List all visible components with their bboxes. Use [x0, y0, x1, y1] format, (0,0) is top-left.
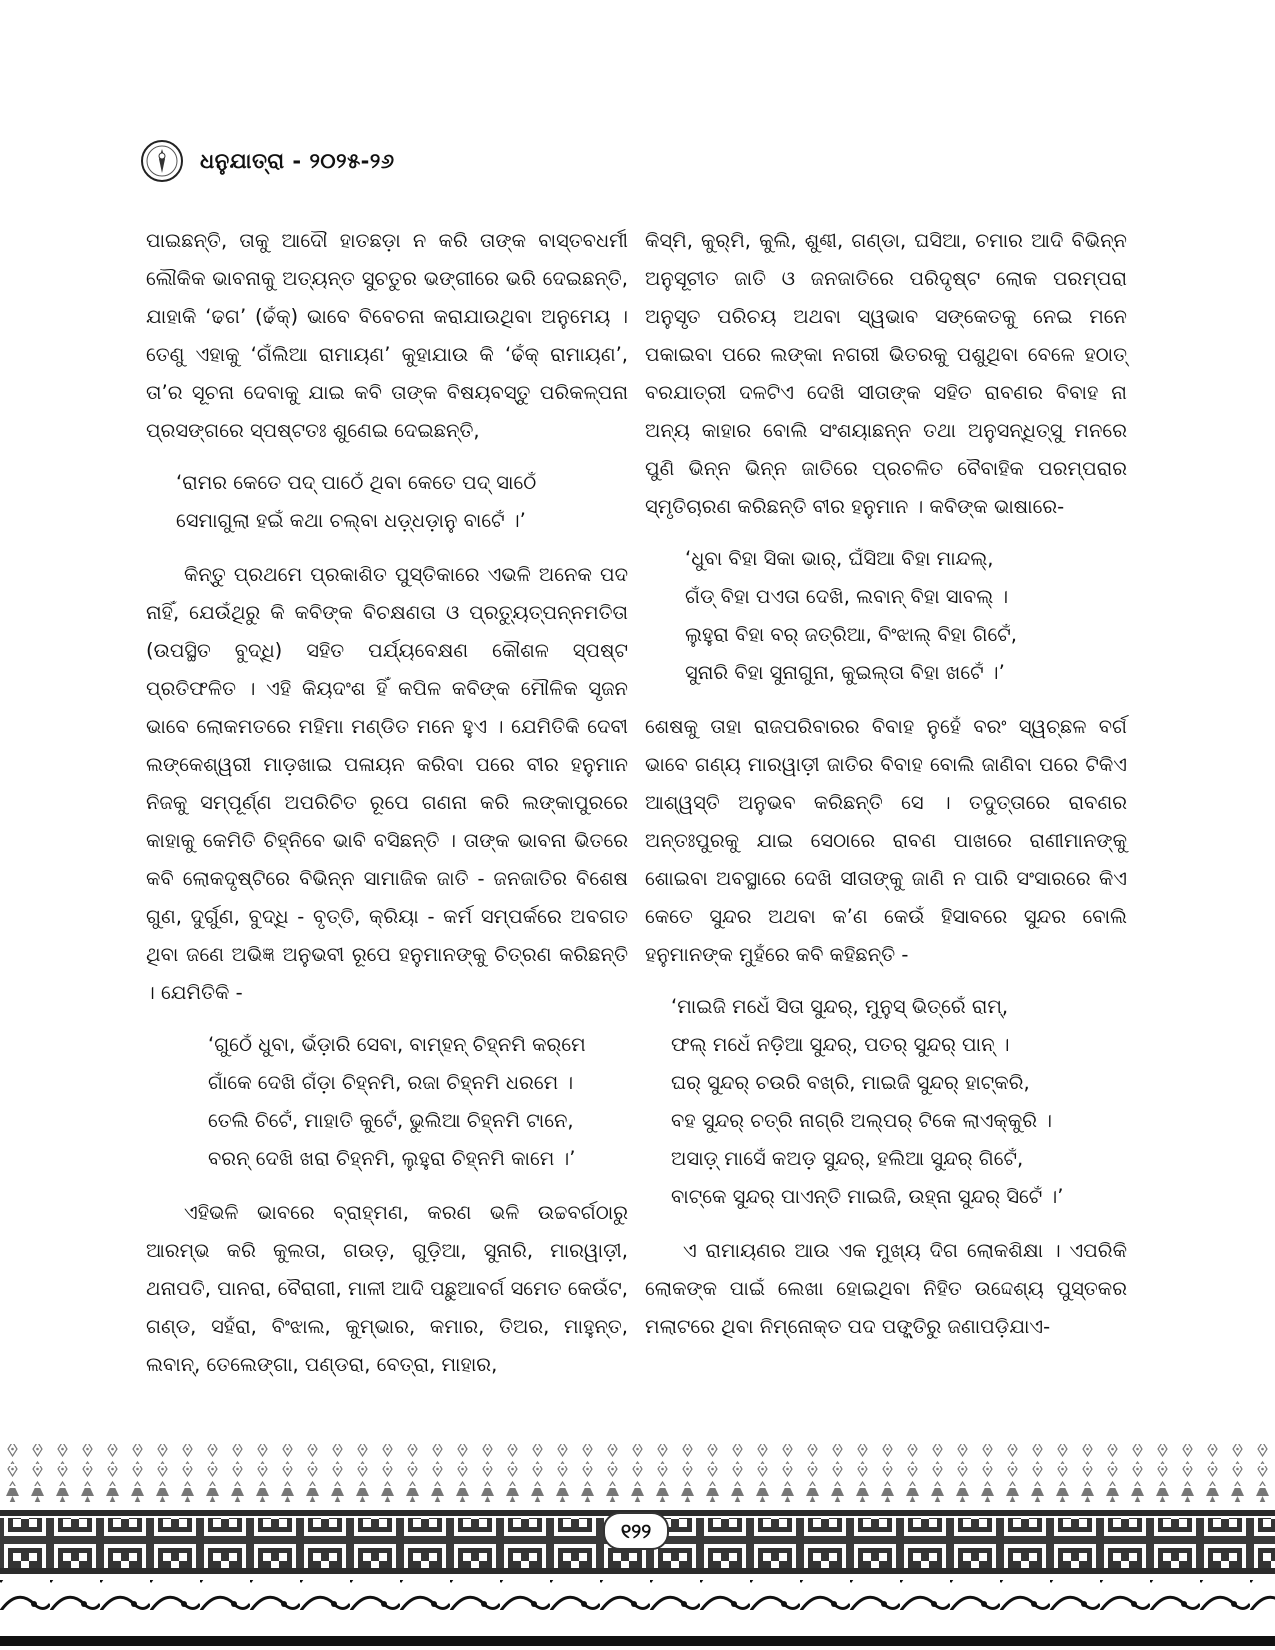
page-header — [140, 136, 395, 186]
verse-line: ଫଲ୍ ମଧେଁ ନଡ଼ିଆ ସୁନ୍ଦର୍, ପତର୍ ସୁନ୍ଦର୍ ପାନ୍ । — [671, 1033, 1010, 1056]
verse-block — [645, 988, 1127, 1216]
verse-line: ‘ମାଇଜି ମଧେଁ ସିତା ସୁନ୍ଦର୍, ମୁନୁସ୍ ଭିତ୍‌ରେଁ ରାମ୍, — [671, 995, 1009, 1018]
paragraph: ଶେଷକୁ ତାହା ରାଜପରିବାରର ବିବାହ ନୁହେଁ ବରଂ ସ୍ୱଚ୍ଛଳ ବର୍ଗ ଭାବେ ଗଣ୍ୟ ମାରୱାଡ଼ୀ ଜାତିର ବିବାହ ବୋଲି ଜାଣିବା ପରେ ଟିକିଏ ଆଶ୍ୱସ୍ତି ଅନୁଭବ କରିଛନ୍ତି ସେ । ତଦୁତ୍ତାରେ ରାବଣର ଅନ୍ତଃପୁରକୁ ଯାଇ ସେଠାରେ ରାବଣ ପାଖରେ ରାଣୀମାନଙ୍କୁ ଶୋଇବା ଅବସ୍ଥାରେ ଦେଖି ସୀତାଙ୍କୁ ଜାଣି ନ ପାରି ସଂସାରରେ କିଏ କେତେ ସୁନ୍ଦର ଅଥବା କ’ଣ କେଉଁ ହିସାବରେ ସୁନ୍ଦର ବୋଲି ହନୁମାନଙ୍କ ମୁହଁରେ କବି କହିଛନ୍ତି - — [645, 715, 1127, 966]
verse-line: ଲୁହୁରା ବିହା ବର୍ ଜତ୍‌ରିଆ, ବିଂଝାଲ୍ ବିହା ଗିଟେଁ, — [685, 623, 1017, 646]
verse-line: ଘର୍ ସୁନ୍ଦର୍ ଚଉରି ବଖ୍‌ରି, ମାଇଜି ସୁନ୍ଦର୍ ହାଟ୍‌କରି, — [671, 1071, 1030, 1094]
magazine-title: ଧନୁଯାତ୍ରା - ୨୦୨୫-୨୬ — [200, 148, 395, 173]
paragraph: କିସ୍‌ମି, କୁର୍‌ମି, କୁଲି, ଶୁଣ୍ଢୀ, ଗଣ୍ଡା, ଘସିଆ, ଚମାର ଆଦି ବିଭିନ୍ନ ଅନୁସୂଚୀତ ଜାତି ଓ ଜନଜାତିରେ ପରିଦୃଷ୍ଟ ଲୋକ ପରମ୍ପରା ଅନୁସୃତ ପରିଚୟ ଅଥବା ସ୍ୱଭାବ ସଙ୍କେତକୁ ନେଇ ମନେ ପକାଇବା ପରେ ଲଙ୍କା ନଗରୀ ଭିତରକୁ ପଶୁଥିବା ବେଳେ ହଠାତ୍ ବରଯାତ୍ରୀ ଦଳଟିଏ ଦେଖି ସୀତାଙ୍କ ସହିତ ରାବଣର ବିବାହ ନା ଅନ୍ୟ କାହାର ବୋଲି ସଂଶୟାଛନ୍ନ ତଥା ଅନୁସନ୍ଧିତ୍ସୁ ମନରେ ପୁଣି ଭିନ୍ନ ଭିନ୍ନ ଜାତିରେ ପ୍ରଚଳିତ ବୈବାହିକ ପରମ୍ପରାର ସ୍ମୃତିଚାରଣ କରିଛନ୍ତି ବୀର ହନୁମାନ । କବିଙ୍କ ଭାଷାରେ- — [645, 229, 1127, 518]
verse-line: ସେମାଗୁଲା ହଇଁ କଥା ଚଲ୍‌ବା ଧଡ଼୍‌ଧଡ଼ାନୁ ବାଟେଁ ।’ — [176, 509, 526, 532]
paragraph: ଏ ରାମାୟଣର ଆଉ ଏକ ମୁଖ୍ୟ ଦିଗ ଲୋକଶିକ୍ଷା । ଏପରିକି ଲୋକଙ୍କ ପାଇଁ ଲେଖା ହୋଇଥିବା ନିହିତ ଉଦ୍ଦେଶ୍ୟ ପୁସ୍ତକର ମଲାଟରେ ଥିବା ନିମ୍ନୋକ୍ତ ପଦ ପଙ୍କ୍ତିରୁ ଜଣାପଡ଼ିଯାଏ- — [645, 1239, 1127, 1338]
verse-line: ‘ଗୁଠେଁ ଧୁବା, ଭଁଡ଼ାରି ସେବା, ବାମ୍ହନ୍ ଚିହ୍ନମି କର୍‌ମେ — [208, 1033, 586, 1056]
verse-line: ବାଟ୍‌କେ ସୁନ୍ଦର୍ ପାଏନ୍ତି ମାଇଜି, ଉହ୍ନା ସୁନ୍ଦର୍ ସିଟେଁ ।’ — [671, 1185, 1064, 1208]
paragraph: କିନ୍ତୁ ପ୍ରଥମେ ପ୍ରକାଶିତ ପୁସ୍ତିକାରେ ଏଭଳି ଅନେକ ପଦ ନାହିଁ, ଯେଉଁଥିରୁ କି କବିଙ୍କ ବିଚକ୍ଷଣତା ଓ ପ୍ରତ୍ୟୁତ୍ପନ୍ନମତିତା (ଉପସ୍ଥିତ ବୁଦ୍ଧି) ସହିତ ପର୍ଯ୍ୟବେକ୍ଷଣ କୌଶଳ ସ୍ପଷ୍ଟ ପ୍ରତିଫଳିତ । ଏହି କିୟଦଂଶ ହିଁ କପିଳ କବିଙ୍କ ମୌଳିକ ସୃଜନ ଭାବେ ଲୋକମତରେ ମହିମା ମଣ୍ଡିତ ମନେ ହୁଏ । ଯେମିତିକି ଦେବୀ ଲଙ୍କେଶ୍ୱରୀ ମାଡ଼ଖାଇ ପଳାୟନ କରିବା ପରେ ବୀର ହନୁମାନ ନିଜକୁ ସମ୍ପୂର୍ଣ୍ଣ ଅପରିଚିତ ରୂପେ ଗଣନା କରି ଲଙ୍କାପୁରରେ କାହାକୁ କେମିତି ଚିହ୍ନିବେ ଭାବି ବସିଛନ୍ତି । ତାଙ୍କ ଭାବନା ଭିତରେ କବି ଲୋକଦୃଷ୍ଟିରେ ବିଭିନ୍ନ ସାମାଜିକ ଜାତି - ଜନଜାତିର ବିଶେଷ ଗୁଣ, ଦୁର୍ଗୁଣ, ବୁଦ୍ଧି - ବୃତ୍ତି, କ୍ରିୟା - କର୍ମ ସମ୍ପର୍କରେ ଅବଗତ ଥିବା ଜଣେ ଅଭିଜ୍ଞ ଅନୁଭବୀ ରୂପେ ହନୁମାନଙ୍କୁ ଚିତ୍ରଣ କରିଛନ୍ତି । ଯେମିତିକି - — [146, 563, 628, 1004]
emblem-logo — [140, 139, 184, 183]
right-column — [645, 222, 1127, 1360]
verse-line: ବହ ସୁନ୍ଦର୍ ଚତ୍‌ରି ନାଗ୍‌ରି ଅଲ୍‌ପର୍ ଟିକେ ଲାଏକ୍‌କୁରି । — [671, 1109, 1053, 1132]
verse-block — [146, 464, 628, 540]
page-number: ୧୨୨ — [603, 1512, 669, 1550]
verse-line: ବରନ୍ ଦେଖି ଖରା ଚିହ୍ନମି, ଲୁହୁରା ଚିହ୍ନମି କାମେ ।’ — [208, 1147, 576, 1170]
verse-line: ‘ରାମର କେତେ ପଦ୍ ପାଠେଁ ଥିବା କେତେ ପଦ୍ ସାଠେଁ — [176, 471, 537, 494]
verse-block — [146, 1026, 628, 1178]
verse-line: ‘ଧୁବା ବିହା ସିକା ଭାର୍, ଘଁସିଆ ବିହା ମାନ୍ଦଲ୍, — [685, 547, 994, 570]
verse-line: ଅସାଡ଼୍ ମାସେଁ କଅଡ଼ ସୁନ୍ଦର୍, ହଲିଆ ସୁନ୍ଦର୍ ଗିଟେଁ, — [671, 1147, 1024, 1170]
paragraph: ପାଇଛନ୍ତି, ତାକୁ ଆଦୌ ହାତଛଡ଼ା ନ କରି ତାଙ୍କ ବାସ୍ତବଧର୍ମୀ ଲୌକିକ ଭାବନାକୁ ଅତ୍ୟନ୍ତ ସୁଚତୁର ଭଙ୍ଗୀରେ ଭରି ଦେଇଛନ୍ତି, ଯାହାକି ‘ଢଗ’ (ଢଁକ୍) ଭାବେ ବିବେଚନା କରାଯାଉଥିବା ଅନୁମେୟ । ତେଣୁ ଏହାକୁ ‘ଗଁଲିଆ ରାମାୟଣ’ କୁହାଯାଉ କି ‘ଢଁକ୍ ରାମାୟଣ’, ତା’ର ସୂଚନା ଦେବାକୁ ଯାଇ କବି ତାଙ୍କ ବିଷୟବସ୍ତୁ ପରିକଳ୍ପନା ପ୍ରସଙ୍ଗରେ ସ୍ପଷ୍ଟତଃ ଶୁଣେଇ ଦେଇଛନ୍ତି, — [146, 229, 628, 442]
left-column — [146, 222, 628, 1398]
verse-line: ଗାଁକେ ଦେଖି ଗଁଡ଼ା ଚିହ୍ନମି, ରଜା ଚିହ୍ନମି ଧରମେ । — [208, 1071, 574, 1094]
verse-line: ତେଲି ଚିଟେଁ, ମାହାତି କୁଟେଁ, ଭୁଲିଆ ଚିହ୍ନମି ଟାନେ, — [208, 1109, 574, 1132]
verse-line: ଗଁଡ୍ ବିହା ପଏତା ଦେଖି, ଲବାନ୍ ବିହା ସାବଲ୍ । — [685, 585, 1009, 608]
verse-block — [645, 540, 1127, 692]
verse-line: ସୁନାରି ବିହା ସୁନାଗୁନା, କୁଇଲ୍‌ତା ବିହା ଖଟେଁ ।’ — [685, 661, 1005, 684]
paragraph: ଏହିଭଳି ଭାବରେ ବ୍ରାହ୍ମଣ, କରଣ ଭଳି ଉଚ୍ଚବର୍ଗଠାରୁ ଆରମ୍ଭ କରି କୁଲତା, ଗଉଡ଼, ଗୁଡ଼ିଆ, ସୁନାରି, ମାରୱାଡ଼ୀ, ଥନାପତି, ପାନରା, ବୈରାଗୀ, ମାଳୀ ଆଦି ପଛୁଆବର୍ଗ ସମେତ କେଉଁଟ, ଗଣ୍ଡ, ସହଁରା, ବିଂଝାଲ, କୁମ୍ଭାର, କମାର, ତିଅର, ମାହୁନ୍ତ, ଲବାନ୍, ତେଲେଙ୍ଗା, ପଣ୍ଡରା, ବେତ୍ରା, ମାହାର, — [146, 1201, 628, 1376]
